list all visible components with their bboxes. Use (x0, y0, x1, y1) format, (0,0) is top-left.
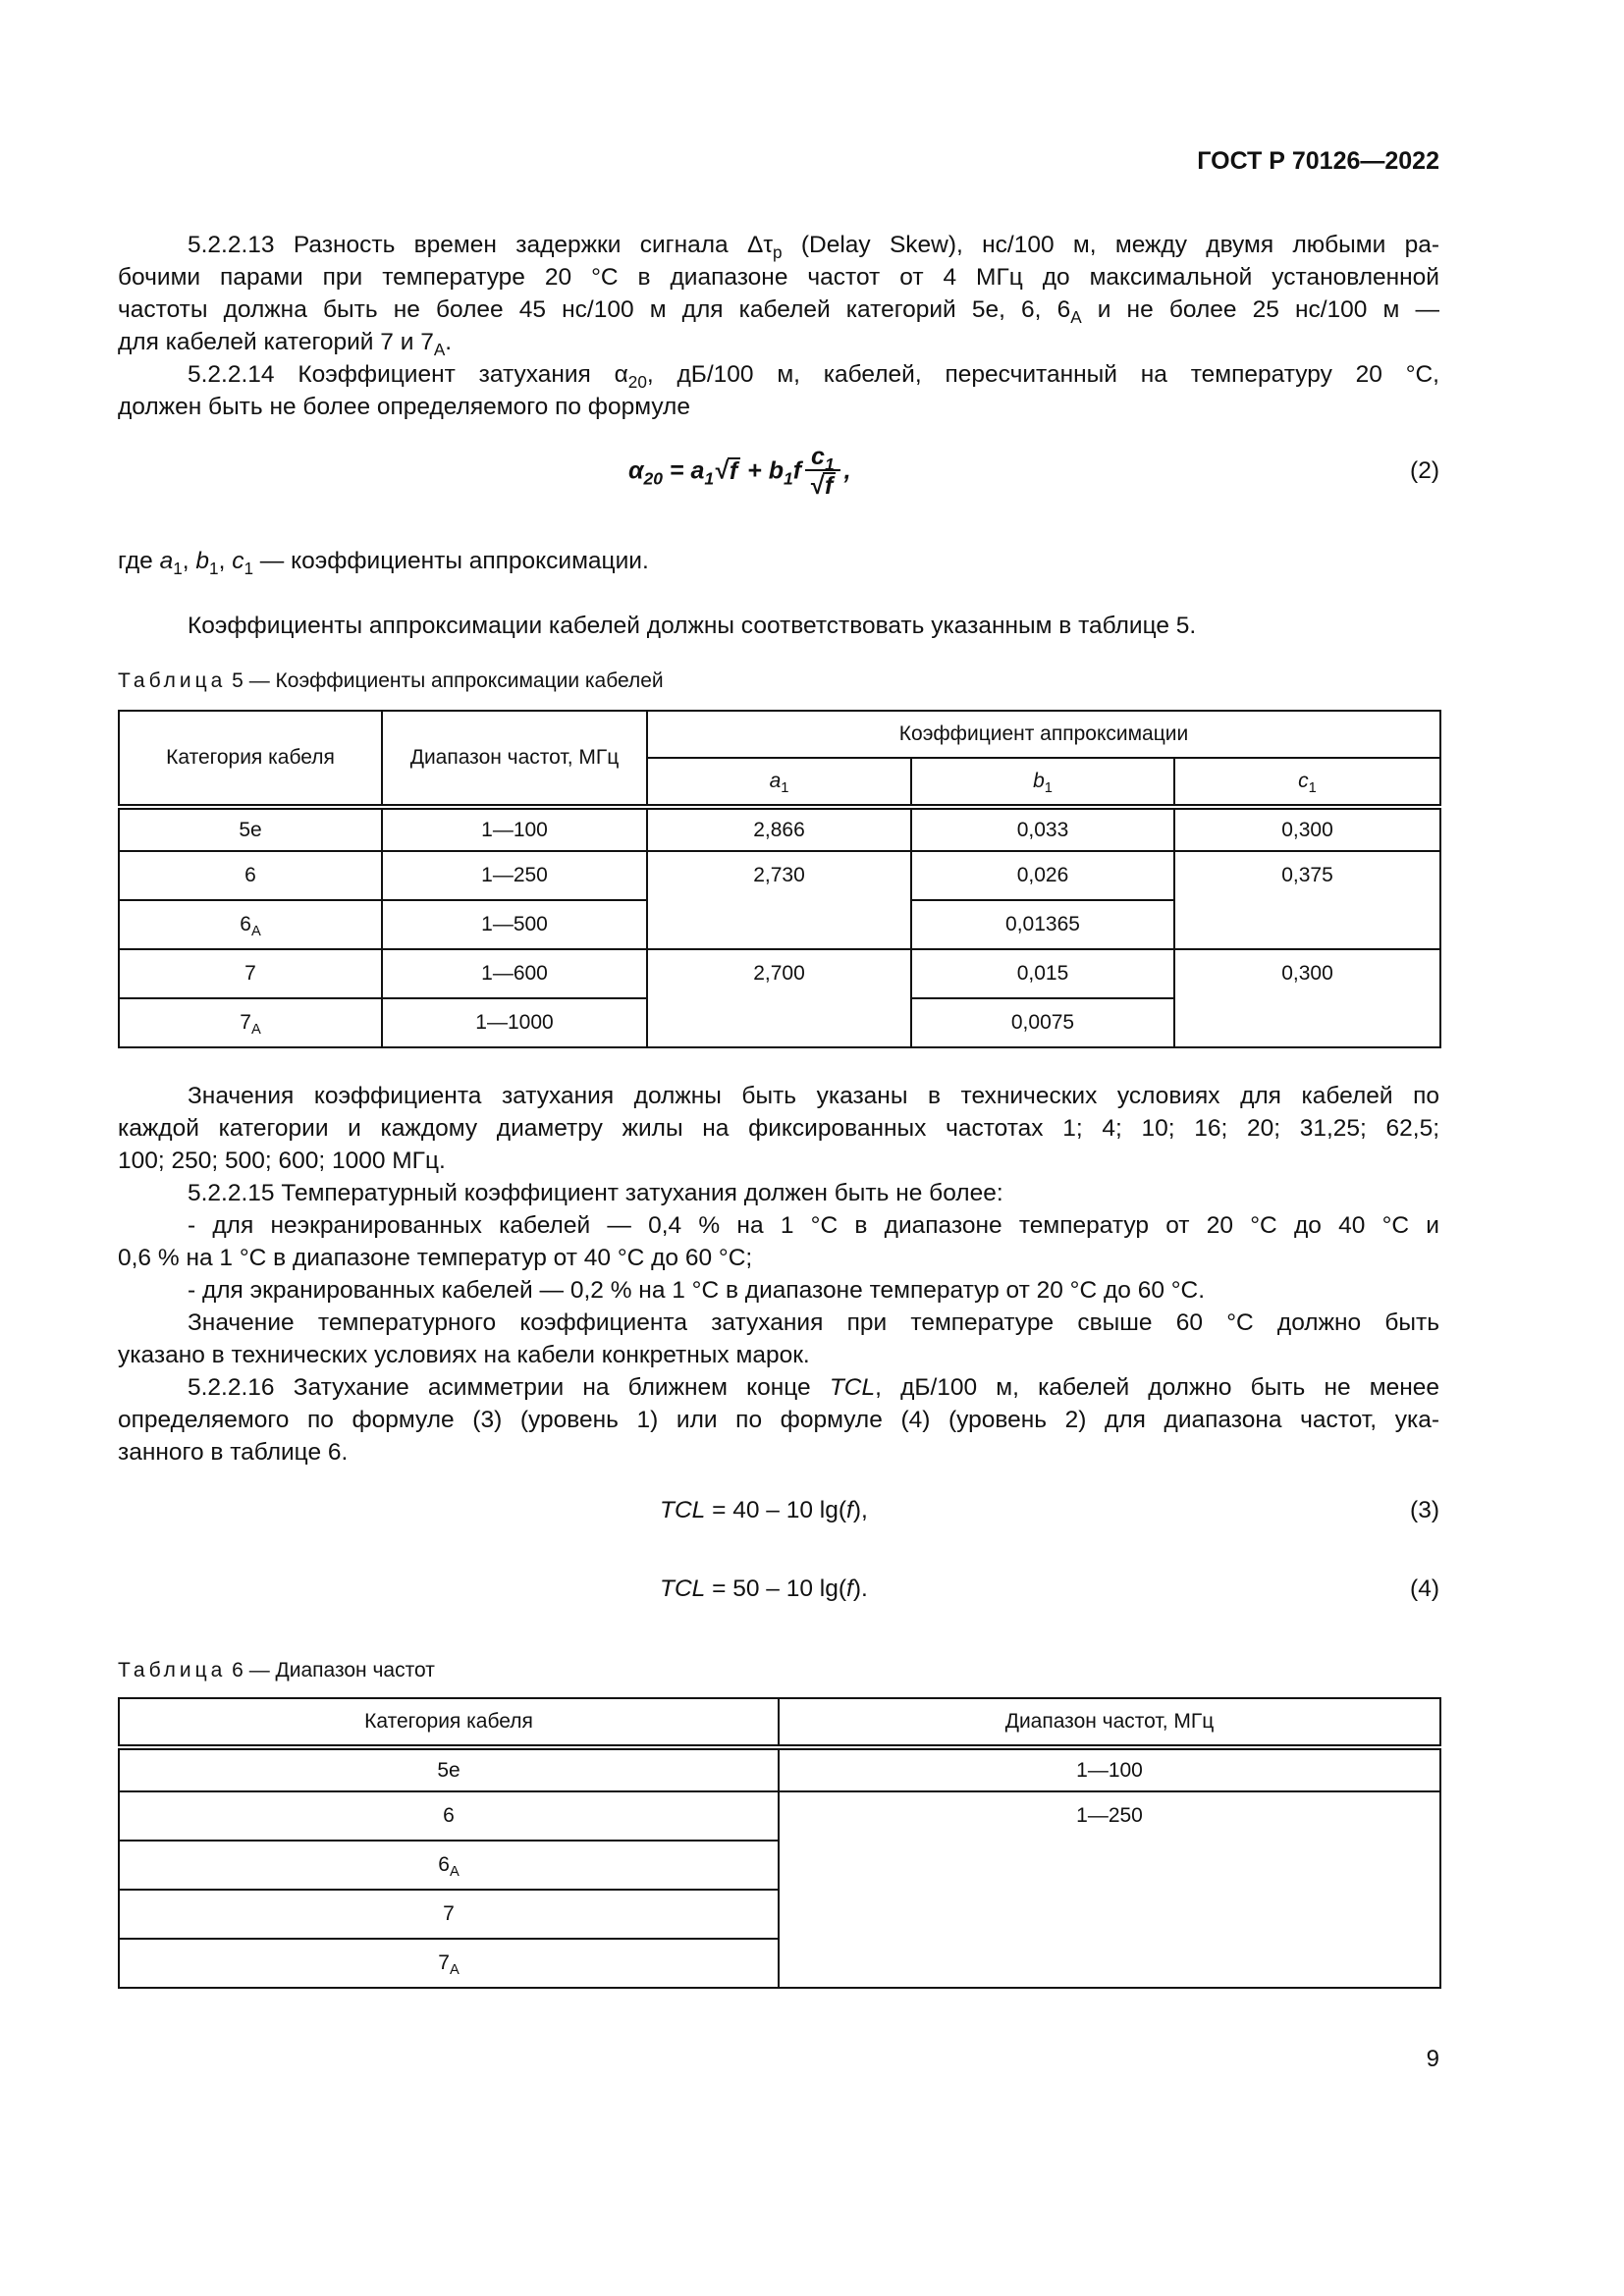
coef-c-sub: 1 (824, 454, 835, 475)
text: — коэффициенты аппроксимации. (253, 548, 649, 574)
text-line (118, 1307, 1439, 1339)
header-b1 (911, 758, 1174, 807)
text: , дБ/100 м, кабелей, пересчитанный на температуру 20 °С, (646, 361, 1439, 388)
text: 100; 250; 500; 600; 1000 МГц. (118, 1148, 446, 1174)
where-clause (118, 545, 1439, 577)
coef-b: b (768, 456, 784, 485)
text: Коэффициенты аппроксимации кабелей должны соответствовать указанным в таблице 5. (188, 613, 1197, 639)
coef-a-sub: 1 (704, 468, 715, 489)
text-line (118, 1274, 1439, 1307)
text: должен быть не более определяемого по формуле (118, 394, 690, 420)
cell-category: 7 (119, 1890, 779, 1939)
text: и не более 25 нс/100 м — (1081, 296, 1440, 323)
c: c (1298, 770, 1309, 792)
text-line (118, 1080, 1439, 1112)
text-line (118, 1436, 1439, 1468)
equation-number-2: (2) (1410, 457, 1439, 484)
cell-range: 1—250 (382, 851, 647, 900)
cell-category: $6_A$ (119, 1841, 779, 1890)
text: (Delay Skew), нс/100 м, между двумя любыми ра- (782, 232, 1439, 258)
sub: 1 (1308, 780, 1317, 797)
sqrt-f: f (728, 457, 740, 483)
f: f (846, 1575, 853, 1602)
plus: + (740, 456, 769, 485)
text: 5.2.2.13 Разность времен задержки сигнала Δτ (188, 232, 774, 258)
text: для кабелей категорий 7 и 7 (118, 329, 434, 355)
text: определяемого по формуле (3) (уровень 1) или по формуле (4) (уровень 2) для диапазона частот, ука- (118, 1407, 1439, 1433)
paragraph-5-2-2-13 (118, 229, 1439, 358)
cell-range: 1—500 (382, 900, 647, 949)
subscript: 1 (173, 559, 183, 578)
f: f (846, 1497, 853, 1523)
text: указано в технических условиях на кабели конкретных марок. (118, 1342, 810, 1368)
coef-a: a (690, 456, 705, 485)
text: - для экранированных кабелей — 0,2 % на 1 °С в диапазоне температур от 20 °С до 60 °С. (188, 1277, 1206, 1304)
cell-category: 5e (119, 1747, 779, 1791)
subscript: р (773, 242, 783, 262)
text: - для неэкранированных кабелей — 0,4 % на 1 °С в диапазоне температур от 20 °С до 40 °С и (188, 1212, 1439, 1239)
table-5 (118, 710, 1441, 1048)
text-line (118, 1145, 1439, 1177)
table-row (119, 851, 1440, 900)
italic-symbol: TCL (829, 1374, 876, 1401)
cell-b1: 0,026 (911, 851, 1174, 900)
formula-text: = 50 – 10 lg( (705, 1575, 846, 1602)
caption-title: 6 — Диапазон частот (226, 1659, 435, 1682)
caption-word: Таблица (118, 1659, 227, 1682)
text-line (118, 294, 1439, 326)
subscript: 1 (244, 559, 253, 578)
formula-3 (660, 1497, 868, 1524)
subscript: A (1070, 307, 1082, 327)
text-line (118, 1242, 1439, 1274)
cell-a1: 2,866 (647, 807, 911, 851)
cell-c1: 0,375 (1174, 851, 1440, 949)
text-line (118, 610, 1439, 642)
f: f (792, 456, 802, 485)
text: , (182, 548, 196, 574)
header-range: Диапазон частот, МГц (779, 1698, 1440, 1747)
header-category: Категория кабеля (119, 1698, 779, 1747)
cell-b1: 0,015 (911, 949, 1174, 998)
text: бочими парами при температуре 20 °С в диапазоне частот от 4 МГц до максимальной установленной (118, 264, 1439, 291)
a: a (769, 770, 782, 792)
header-category: Категория кабеля (119, 711, 382, 807)
text: где (118, 548, 160, 574)
cell-b1: 0,01365 (911, 900, 1174, 949)
cell-category: 6 (119, 851, 382, 900)
formula-text: = 40 – 10 lg( (705, 1497, 846, 1523)
cell-category: $7_A$ (119, 1939, 779, 1988)
cell-category: 5e (119, 807, 382, 851)
text: Значения коэффициента затухания должны быть указаны в технических условиях для кабелей по (188, 1083, 1439, 1109)
table-row (119, 807, 1440, 851)
text: . (445, 329, 453, 355)
coef-b-sub: 1 (783, 468, 793, 489)
formula-text: ). (852, 1575, 868, 1602)
page-number: 9 (1426, 2046, 1439, 2072)
table-6 (118, 1697, 1441, 1989)
text: 5.2.2.16 Затухание асимметрии на ближнем конце (188, 1374, 830, 1401)
text-line (118, 545, 1439, 577)
formula-2: $\alpha_{20} = a_1√f + b_1f$ $\frac{c_1}{√f}$ , (628, 443, 851, 500)
cell-c1: 0,300 (1174, 807, 1440, 851)
text-line (118, 1209, 1439, 1242)
subscript: 1 (209, 559, 219, 578)
table6-caption (118, 1659, 435, 1682)
alpha: α (628, 456, 644, 485)
tcl-var: TCL (660, 1575, 706, 1602)
header-c1 (1174, 758, 1440, 807)
header-coef: Коэффициент аппроксимации (647, 711, 1440, 758)
text-line (118, 261, 1439, 294)
cell-range: 1—100 (382, 807, 647, 851)
b: b (1033, 770, 1045, 792)
text: , дБ/100 м, кабелей должно быть не менее (875, 1374, 1440, 1401)
cell-b1: 0,033 (911, 807, 1174, 851)
text-line (118, 229, 1439, 261)
cell-category: $7_A$ (119, 998, 382, 1047)
cell-a1: 2,700 (647, 949, 911, 1047)
text-line (118, 358, 1439, 391)
text-line (118, 1371, 1439, 1404)
text: 5.2.2.14 Коэффициент затухания α (188, 361, 628, 388)
formula-4 (660, 1575, 868, 1603)
italic-symbol: c (232, 548, 244, 574)
text-line (118, 1404, 1439, 1436)
text-line (118, 1112, 1439, 1145)
sub: 1 (781, 780, 789, 797)
header-range: Диапазон частот, МГц (382, 711, 647, 807)
equation-number-3: (3) (1410, 1497, 1439, 1523)
cell-range: 1—1000 (382, 998, 647, 1047)
sqrt-f-denominator: f (823, 472, 836, 498)
text: , (218, 548, 233, 574)
cell-category: 6 (119, 1791, 779, 1841)
caption-word: Таблица (118, 669, 227, 692)
cell-range: 1—100 (779, 1747, 1440, 1791)
text: 0,6 % на 1 °С в диапазоне температур от 40 °С до 60 °С; (118, 1245, 753, 1271)
cell-category: 7 (119, 949, 382, 998)
text: 5.2.2.15 Температурный коэффициент затухания должен быть не более: (188, 1180, 1003, 1206)
paragraph-5-2-2-14 (118, 358, 1439, 423)
coef-c: c (811, 443, 825, 470)
text-line (118, 1339, 1439, 1371)
table5-caption (118, 669, 664, 693)
text: каждой категории и каждому диаметру жилы на фиксированных частотах 1; 4; 10; 16; 20; 31,25; 62,5; (118, 1115, 1439, 1142)
table-row (119, 1747, 1440, 1791)
cell-c1: 0,300 (1174, 949, 1440, 1047)
text: занного в таблице 6. (118, 1439, 349, 1466)
tcl-var: TCL (660, 1497, 706, 1523)
equals: = (662, 456, 691, 485)
document-id: ГОСТ Р 70126—2022 (1197, 147, 1439, 175)
sub: 1 (1044, 780, 1053, 797)
caption-title: 5 — Коэффициенты аппроксимации кабелей (226, 669, 664, 692)
subscript: 20 (627, 372, 647, 392)
cell-b1: 0,0075 (911, 998, 1174, 1047)
table-row (119, 1791, 1440, 1841)
text-line (118, 391, 1439, 423)
formula-text: ), (852, 1497, 868, 1523)
text-line (118, 1177, 1439, 1209)
alpha-sub: 20 (643, 468, 663, 489)
coefficients-paragraph (118, 610, 1439, 642)
text-line (118, 326, 1439, 358)
table-row (119, 949, 1440, 998)
text: частоты должна быть не более 45 нс/100 м для кабелей категорий 5е, 6, 6 (118, 296, 1071, 323)
italic-symbol: b (195, 548, 210, 574)
comma: , (843, 456, 851, 485)
subscript: A (433, 340, 446, 359)
cell-category: $6_A$ (119, 900, 382, 949)
cell-range: 1—600 (382, 949, 647, 998)
text: Значение температурного коэффициента затухания при температуре свыше 60 °С должно быть (188, 1309, 1439, 1336)
italic-symbol: a (159, 548, 174, 574)
fraction: $\frac{c_1}{√f}$ (805, 444, 840, 501)
equation-number-4: (4) (1410, 1575, 1439, 1602)
cell-a1: 2,730 (647, 851, 911, 949)
cell-range: 1—250 (779, 1791, 1440, 1988)
paragraph-after-table5 (118, 1080, 1439, 1468)
header-a1 (647, 758, 911, 807)
